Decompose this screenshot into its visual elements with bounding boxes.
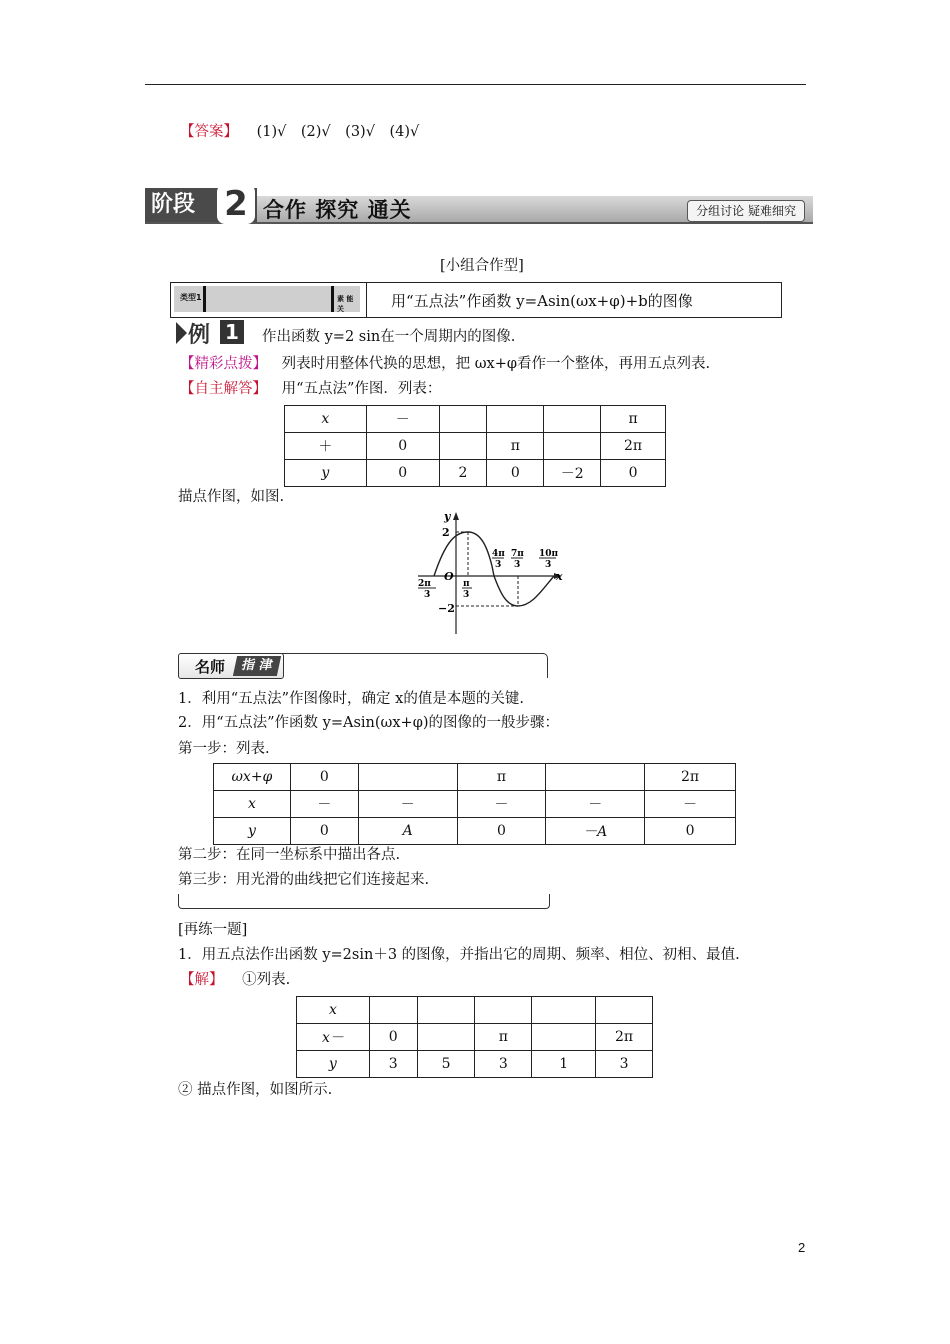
top-answer xyxy=(180,122,419,142)
practice-solve-label: 【解】 xyxy=(180,972,224,988)
after-table-text: 描点作图，如图. xyxy=(178,489,285,505)
table-row xyxy=(214,818,736,845)
table-cell: x xyxy=(285,406,367,433)
stage-tag: 分组讨论 疑难细究 xyxy=(687,200,805,222)
tip-title-a: 名师 xyxy=(195,658,226,676)
type-box xyxy=(170,282,782,318)
table-cell: 2π xyxy=(601,433,666,460)
type-box-mid xyxy=(331,286,357,312)
table-cell: ＋ xyxy=(285,433,367,460)
table-cell: 3 xyxy=(596,1051,653,1078)
table-row xyxy=(214,764,736,791)
table-cell: 5 xyxy=(417,1051,475,1078)
tip-top-line xyxy=(282,653,544,654)
x-7pi3-den: 3 xyxy=(514,560,521,570)
table-cell xyxy=(439,406,487,433)
type-box-separator xyxy=(366,283,367,317)
hint-text: 列表时用整体代换的思想，把 ωx+φ看作一个整体，再用五点列表. xyxy=(281,356,711,372)
table-cell: － xyxy=(366,406,439,433)
table-row xyxy=(285,406,666,433)
y-axis-label: y xyxy=(444,510,451,523)
table-row xyxy=(214,791,736,818)
table-cell: － xyxy=(457,791,546,818)
sine-curve xyxy=(434,532,554,606)
table-cell xyxy=(439,433,487,460)
table-row xyxy=(285,460,666,487)
solve-label: 【自主解答】 xyxy=(180,381,267,397)
table-cell: － xyxy=(645,791,736,818)
table-cell: 0 xyxy=(290,764,358,791)
mid-divider-icon xyxy=(331,286,334,312)
table-cell: π xyxy=(475,1024,532,1051)
table-cell: y xyxy=(297,1051,370,1078)
table-cell xyxy=(417,1024,475,1051)
table-cell xyxy=(417,997,475,1024)
table-cell: 2π xyxy=(645,764,736,791)
table-cell: y xyxy=(285,460,367,487)
practice-question: 1．用五点法作出函数 y=2sin＋3 的图像，并指出它的周期、频率、相位、初相、最值. xyxy=(178,947,740,963)
table-cell: 0 xyxy=(290,818,358,845)
table-cell: 0 xyxy=(457,818,546,845)
table-cell xyxy=(546,764,645,791)
y-axis-arrow-icon xyxy=(453,512,459,520)
practice-solve-line xyxy=(180,970,290,990)
example-badge xyxy=(176,320,246,346)
table-cell: － xyxy=(546,791,645,818)
solve-text: 用“五点法”作图．列表： xyxy=(281,381,442,397)
y-bottom-label: −2 xyxy=(438,602,455,615)
table-cell xyxy=(487,406,544,433)
example-table xyxy=(284,405,666,487)
stage-number: 2 xyxy=(217,184,255,224)
table-row xyxy=(297,1024,653,1051)
x-7pi3-num: 7π xyxy=(511,549,524,559)
origin-label: O xyxy=(444,570,454,583)
stage-banner xyxy=(145,184,813,226)
table-cell xyxy=(475,997,532,1024)
table-cell: 2 xyxy=(439,460,487,487)
tip-step-3: 第三步：用光滑的曲线把它们连接起来. xyxy=(178,872,430,888)
tip-step-2: 第二步：在同一坐标系中描出各点. xyxy=(178,847,401,863)
table-cell xyxy=(358,764,457,791)
tip-corner xyxy=(543,653,548,678)
table-cell: π xyxy=(487,433,544,460)
table-row xyxy=(297,1051,653,1078)
hint-line xyxy=(180,354,710,374)
stage-word: 阶段 xyxy=(145,188,257,222)
table-cell: y xyxy=(214,818,291,845)
type-divider-icon xyxy=(203,286,206,312)
table-cell: 3 xyxy=(369,1051,417,1078)
y-top-label: 2 xyxy=(442,526,450,539)
table-cell: x xyxy=(297,997,370,1024)
table-cell xyxy=(532,997,596,1024)
table-row xyxy=(285,433,666,460)
teacher-tip-header xyxy=(178,653,548,681)
table-cell: 1 xyxy=(532,1051,596,1078)
x-pi3-den: 3 xyxy=(463,590,470,600)
example-word: 例 xyxy=(188,323,211,348)
table-cell: π xyxy=(457,764,546,791)
table-cell: 2π xyxy=(596,1024,653,1051)
practice-after-table: ② 描点作图，如图所示. xyxy=(178,1082,333,1098)
solve-line xyxy=(180,379,441,399)
table-cell xyxy=(369,997,417,1024)
practice-solve-text: ①列表. xyxy=(242,972,291,988)
hint-label: 【精彩点拨】 xyxy=(180,356,267,372)
practice-label: [再练一题] xyxy=(178,922,248,938)
table-cell: A xyxy=(358,818,457,845)
table-cell xyxy=(544,406,601,433)
x-4pi3-num: 4π xyxy=(492,549,505,559)
table-cell: 0 xyxy=(366,433,439,460)
table-cell: 0 xyxy=(369,1024,417,1051)
table-cell: π xyxy=(601,406,666,433)
type-label: 类型1 xyxy=(180,293,202,302)
table-cell: － xyxy=(290,791,358,818)
tip-table xyxy=(213,763,736,845)
tip-bottom-bracket xyxy=(178,894,550,909)
table-cell: x－ xyxy=(297,1024,370,1051)
table-cell: － xyxy=(358,791,457,818)
table-cell xyxy=(596,997,653,1024)
table-cell: 0 xyxy=(366,460,439,487)
x-pi3-num: π xyxy=(463,579,470,589)
x-neg-num: 2π xyxy=(418,579,431,589)
practice-table xyxy=(296,996,653,1078)
x-neg-den: 3 xyxy=(424,590,431,600)
table-cell: 0 xyxy=(601,460,666,487)
header-rule xyxy=(145,84,806,85)
answer-text: (1)√ (2)√ (3)√ (4)√ xyxy=(256,124,420,140)
table-cell: x xyxy=(214,791,291,818)
arrow-icon xyxy=(176,322,187,344)
table-cell: ωx+φ xyxy=(214,764,291,791)
x-4pi3-den: 3 xyxy=(495,560,502,570)
page-number: 2 xyxy=(798,1240,806,1255)
example-number: 1 xyxy=(220,320,244,344)
x-10pi3-num: 10π xyxy=(539,549,559,559)
table-cell: －A xyxy=(546,818,645,845)
x-10pi3-den: 3 xyxy=(545,560,552,570)
stage-title: 合作 探究 通关 xyxy=(263,198,412,222)
tip-line-2: 2．用“五点法”作函数 y=Asin(ωx+φ)的图像的一般步骤： xyxy=(178,715,560,731)
tip-line-1: 1．利用“五点法”作图像时，确定 x的值是本题的关键. xyxy=(178,691,524,707)
answer-label: 【答案】 xyxy=(180,124,238,140)
x-axis-label: x xyxy=(556,570,563,583)
table-row xyxy=(297,997,653,1024)
table-cell: 0 xyxy=(487,460,544,487)
tip-tab xyxy=(178,653,284,679)
sine-graph xyxy=(414,510,574,634)
table-cell: －2 xyxy=(544,460,601,487)
table-cell: 0 xyxy=(645,818,736,845)
tip-title-b: 指 津 xyxy=(233,656,281,676)
mid-label: 素 能 关 xyxy=(337,294,354,313)
table-cell: 3 xyxy=(475,1051,532,1078)
tip-step-1: 第一步：列表. xyxy=(178,741,270,757)
example-prompt: 作出函数 y=2 sin在一个周期内的图像. xyxy=(262,329,516,345)
table-cell xyxy=(544,433,601,460)
table-cell xyxy=(532,1024,596,1051)
type-box-text: 用“五点法”作函数 y=Asin(ωx+φ)+b的图像 xyxy=(391,292,693,310)
section-label: [小组合作型] xyxy=(440,258,524,274)
